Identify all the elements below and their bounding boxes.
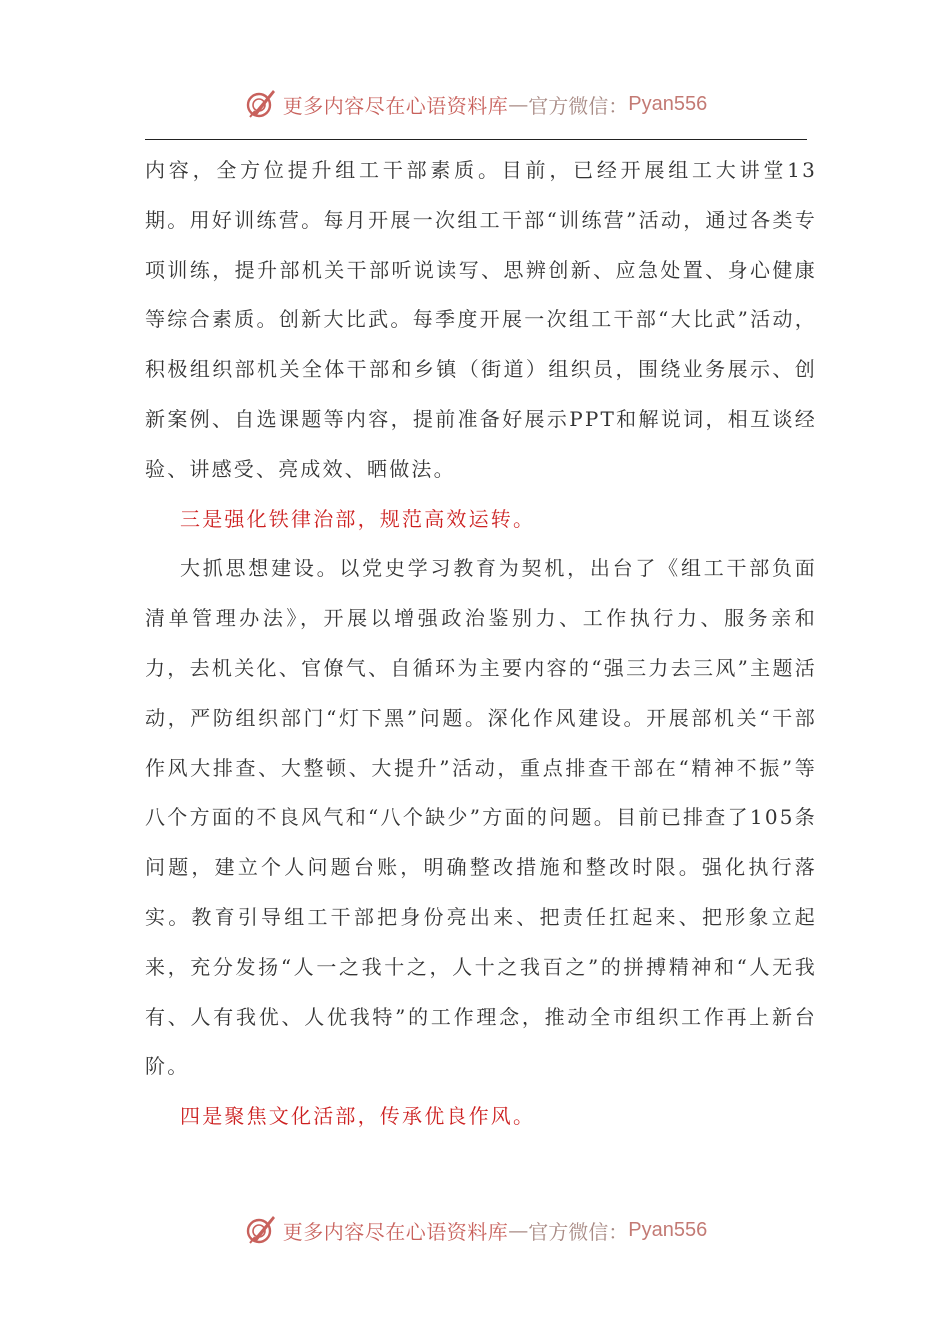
footer-banner xyxy=(0,1210,950,1250)
header-rule xyxy=(145,139,807,140)
quill-seal-icon xyxy=(243,1213,277,1247)
document-body xyxy=(145,146,817,1142)
header-dash: — xyxy=(508,92,529,116)
body-paragraph: 内容，全方位提升组工干部素质。目前，已经开展组工大讲堂13期。用好训练营。每月开展一次组工干部“训练营”活动，通过各类专项训练，提升部机关干部听说读写、思辨创新、应急处置、身心健康等综合素质。创新大比武。每季度开展一次组工干部“大比武”活动，积极组织部机关全体干部和乡镇（街道）组织员，围绕业务展示、创新案例、自选课题等内容，提前准备好展示PPT和解说词，相互谈经验、讲感受、亮成效、晒做法。 xyxy=(145,158,817,481)
quill-seal-icon xyxy=(243,87,277,121)
body-paragraph: 大抓思想建设。以党史学习教育为契机，出台了《组工干部负面清单管理办法》，开展以增强政治鉴别力、工作执行力、服务亲和力，去机关化、官僚气、自循环为主要内容的“强三力去三风”主题活动，严防组织部门“灯下黑”问题。深化作风建设。开展部机关“干部作风大排查、大整顿、大提升”活动，重点排查干部在“精神不振”等八个方面的不良风气和“八个缺少”方面的问题。目前已排查了105条问题，建立个人问题台账，明确整改措施和整改时限。强化执行落实。教育引导组工干部把身份亮出来、把责任扛起来、把形象立起来，充分发扬“人一之我十之，人十之我百之”的拼搏精神和“人无我有、人有我优、人优我特”的工作理念，推动全市组织工作再上新台阶。 xyxy=(145,556,817,1079)
header-wechat-id: Pyan556 xyxy=(628,92,708,115)
footer-dash: — xyxy=(508,1218,529,1242)
header-site-name: 更多内容尽在心语资料库 xyxy=(282,93,509,118)
footer-wechat-label: 官方微信： xyxy=(528,1219,629,1244)
footer-site-name: 更多内容尽在心语资料库 xyxy=(282,1219,509,1244)
footer-wechat-id: Pyan556 xyxy=(628,1218,708,1241)
section-heading-4: 四是聚焦文化活部，传承优良作风。 xyxy=(180,1104,536,1129)
section-heading-3: 三是强化铁律治部，规范高效运转。 xyxy=(180,506,536,531)
header-wechat-label: 官方微信： xyxy=(528,93,629,118)
header-banner xyxy=(0,84,950,124)
